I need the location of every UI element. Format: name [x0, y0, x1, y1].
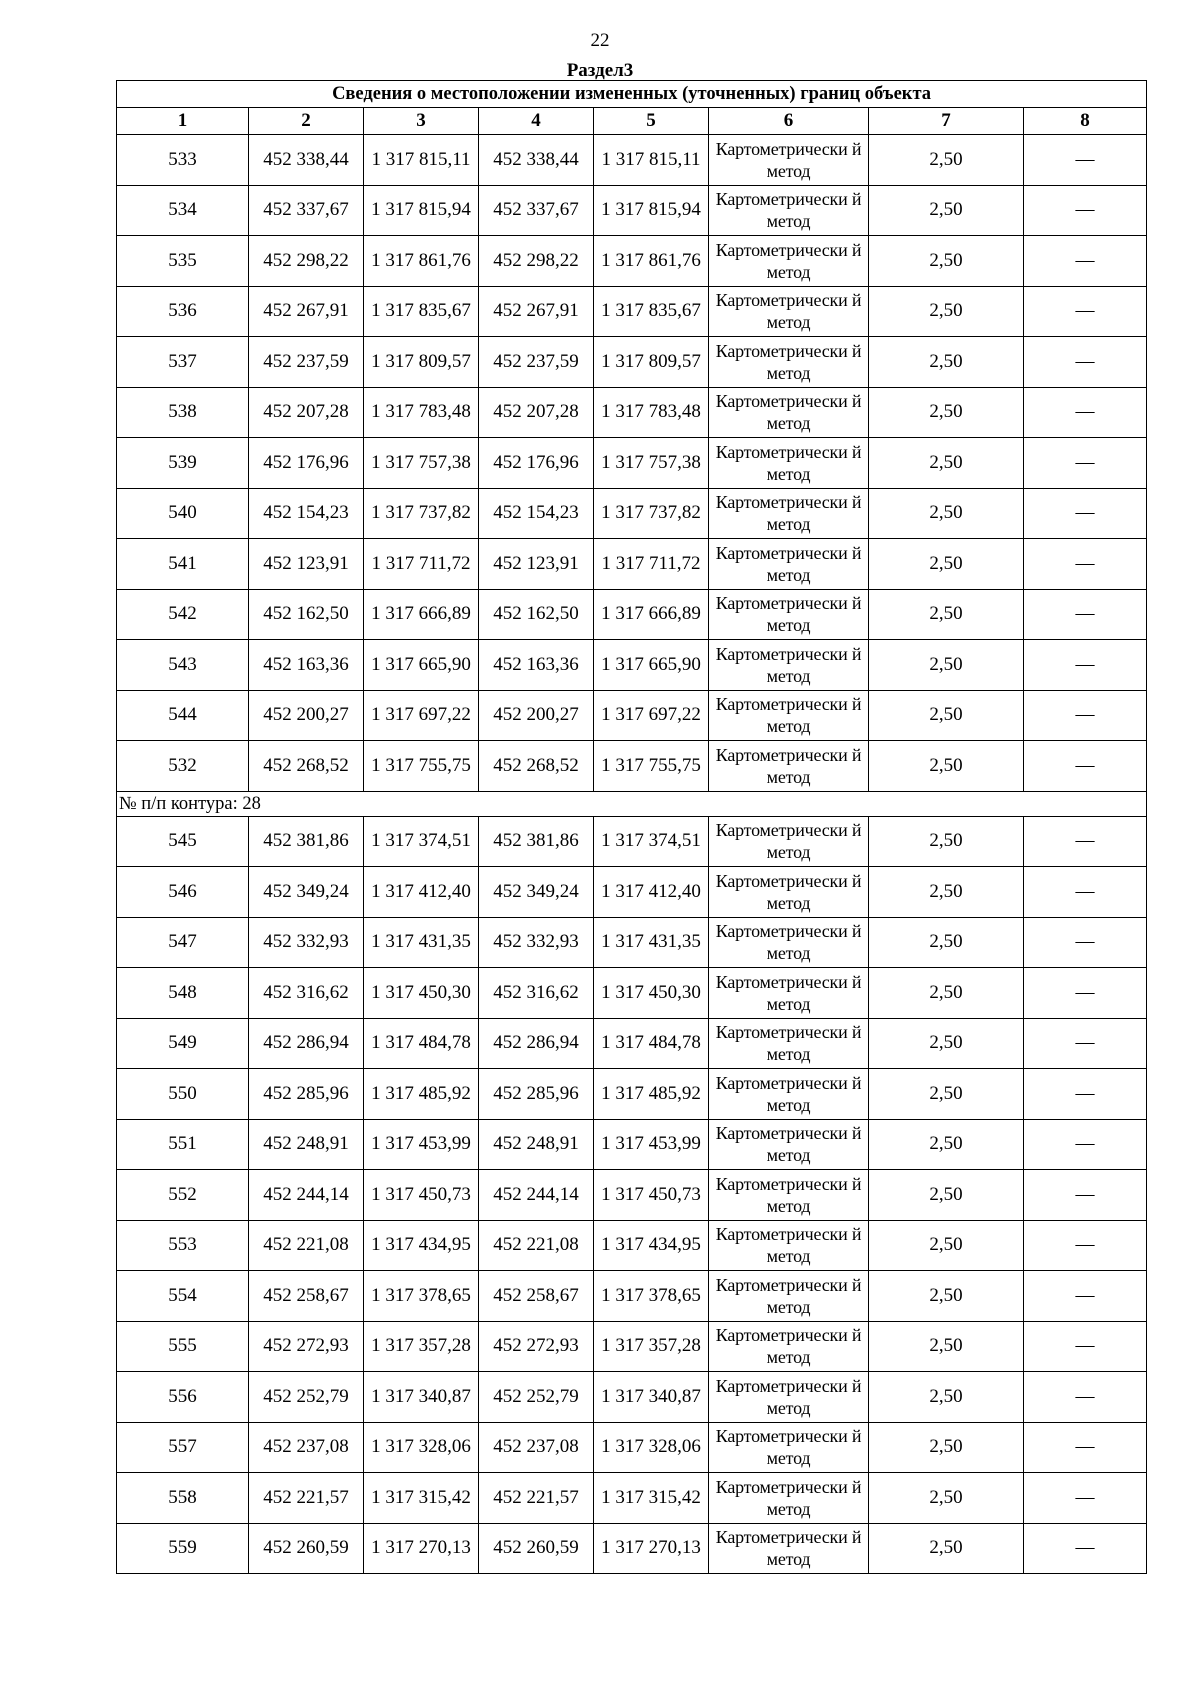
existing-y-cell: 1 317 434,95	[364, 1220, 479, 1271]
refined-x-cell: 452 337,67	[479, 185, 594, 236]
refined-x-cell: 452 286,94	[479, 1018, 594, 1069]
table-row	[117, 867, 1147, 918]
existing-y-cell: 1 317 340,87	[364, 1372, 479, 1423]
refined-y-cell: 1 317 697,22	[594, 690, 709, 741]
refined-y-cell: 1 317 861,76	[594, 236, 709, 287]
existing-y-cell: 1 317 711,72	[364, 539, 479, 590]
existing-y-cell: 1 317 666,89	[364, 589, 479, 640]
existing-y-cell: 1 317 374,51	[364, 816, 479, 867]
method-cell: Картометрически й метод	[709, 1170, 869, 1221]
description-cell: —	[1024, 867, 1147, 918]
table-row	[117, 1422, 1147, 1473]
refined-x-cell: 452 200,27	[479, 690, 594, 741]
table-row	[117, 438, 1147, 489]
existing-x-cell: 452 332,93	[249, 917, 364, 968]
existing-x-cell: 452 286,94	[249, 1018, 364, 1069]
description-cell: —	[1024, 589, 1147, 640]
method-cell: Картометрически й метод	[709, 1018, 869, 1069]
table-row	[117, 387, 1147, 438]
refined-y-cell: 1 317 340,87	[594, 1372, 709, 1423]
description-cell: —	[1024, 387, 1147, 438]
table-row	[117, 185, 1147, 236]
method-cell: Картометрически й метод	[709, 135, 869, 186]
method-cell: Картометрически й метод	[709, 1523, 869, 1574]
contour-label: № п/п контура: 28	[117, 791, 1147, 816]
point-number-cell: 541	[117, 539, 249, 590]
description-cell: —	[1024, 488, 1147, 539]
refined-x-cell: 452 154,23	[479, 488, 594, 539]
table-row	[117, 236, 1147, 287]
accuracy-cell: 2,50	[869, 589, 1024, 640]
description-cell: —	[1024, 741, 1147, 792]
point-number-cell: 550	[117, 1069, 249, 1120]
existing-x-cell: 452 285,96	[249, 1069, 364, 1120]
method-cell: Картометрически й метод	[709, 1220, 869, 1271]
accuracy-cell: 2,50	[869, 387, 1024, 438]
existing-x-cell: 452 337,67	[249, 185, 364, 236]
accuracy-cell: 2,50	[869, 236, 1024, 287]
table-caption: Сведения о местоположении измененных (уточненных) границ объекта	[117, 81, 1147, 108]
refined-x-cell: 452 332,93	[479, 917, 594, 968]
refined-x-cell: 452 267,91	[479, 286, 594, 337]
point-number-cell: 552	[117, 1170, 249, 1221]
existing-x-cell: 452 162,50	[249, 589, 364, 640]
accuracy-cell: 2,50	[869, 185, 1024, 236]
refined-x-cell: 452 162,50	[479, 589, 594, 640]
refined-y-cell: 1 317 485,92	[594, 1069, 709, 1120]
description-cell: —	[1024, 1271, 1147, 1322]
refined-x-cell: 452 349,24	[479, 867, 594, 918]
refined-x-cell: 452 248,91	[479, 1119, 594, 1170]
point-number-cell: 559	[117, 1523, 249, 1574]
column-number: 5	[594, 108, 709, 135]
refined-x-cell: 452 176,96	[479, 438, 594, 489]
point-number-cell: 543	[117, 640, 249, 691]
existing-y-cell: 1 317 315,42	[364, 1473, 479, 1524]
point-number-cell: 533	[117, 135, 249, 186]
existing-x-cell: 452 381,86	[249, 816, 364, 867]
refined-y-cell: 1 317 450,30	[594, 968, 709, 1019]
refined-y-cell: 1 317 711,72	[594, 539, 709, 590]
method-cell: Картометрически й метод	[709, 589, 869, 640]
table-row	[117, 1271, 1147, 1322]
refined-x-cell: 452 207,28	[479, 387, 594, 438]
refined-x-cell: 452 260,59	[479, 1523, 594, 1574]
method-cell: Картометрически й метод	[709, 1372, 869, 1423]
table-row	[117, 1473, 1147, 1524]
refined-y-cell: 1 317 757,38	[594, 438, 709, 489]
method-cell: Картометрически й метод	[709, 185, 869, 236]
refined-x-cell: 452 244,14	[479, 1170, 594, 1221]
description-cell: —	[1024, 1321, 1147, 1372]
existing-y-cell: 1 317 755,75	[364, 741, 479, 792]
description-cell: —	[1024, 1523, 1147, 1574]
accuracy-cell: 2,50	[869, 640, 1024, 691]
method-cell: Картометрически й метод	[709, 236, 869, 287]
existing-y-cell: 1 317 431,35	[364, 917, 479, 968]
point-number-cell: 547	[117, 917, 249, 968]
existing-x-cell: 452 349,24	[249, 867, 364, 918]
refined-x-cell: 452 221,08	[479, 1220, 594, 1271]
contour-row	[117, 791, 1147, 816]
column-number: 4	[479, 108, 594, 135]
refined-y-cell: 1 317 357,28	[594, 1321, 709, 1372]
method-cell: Картометрически й метод	[709, 488, 869, 539]
existing-x-cell: 452 123,91	[249, 539, 364, 590]
existing-x-cell: 452 200,27	[249, 690, 364, 741]
table-row	[117, 741, 1147, 792]
column-number: 8	[1024, 108, 1147, 135]
point-number-cell: 548	[117, 968, 249, 1019]
refined-x-cell: 452 163,36	[479, 640, 594, 691]
existing-y-cell: 1 317 484,78	[364, 1018, 479, 1069]
existing-x-cell: 452 316,62	[249, 968, 364, 1019]
existing-x-cell: 452 260,59	[249, 1523, 364, 1574]
table-row	[117, 1018, 1147, 1069]
refined-x-cell: 452 316,62	[479, 968, 594, 1019]
existing-y-cell: 1 317 270,13	[364, 1523, 479, 1574]
existing-x-cell: 452 244,14	[249, 1170, 364, 1221]
accuracy-cell: 2,50	[869, 488, 1024, 539]
refined-y-cell: 1 317 374,51	[594, 816, 709, 867]
point-number-cell: 545	[117, 816, 249, 867]
point-number-cell: 544	[117, 690, 249, 741]
accuracy-cell: 2,50	[869, 286, 1024, 337]
refined-y-cell: 1 317 666,89	[594, 589, 709, 640]
existing-x-cell: 452 272,93	[249, 1321, 364, 1372]
existing-x-cell: 452 258,67	[249, 1271, 364, 1322]
refined-y-cell: 1 317 783,48	[594, 387, 709, 438]
description-cell: —	[1024, 286, 1147, 337]
accuracy-cell: 2,50	[869, 1523, 1024, 1574]
point-number-cell: 537	[117, 337, 249, 388]
refined-y-cell: 1 317 737,82	[594, 488, 709, 539]
method-cell: Картометрически й метод	[709, 1069, 869, 1120]
description-cell: —	[1024, 1018, 1147, 1069]
existing-x-cell: 452 207,28	[249, 387, 364, 438]
existing-x-cell: 452 163,36	[249, 640, 364, 691]
accuracy-cell: 2,50	[869, 867, 1024, 918]
method-cell: Картометрически й метод	[709, 741, 869, 792]
point-number-cell: 536	[117, 286, 249, 337]
existing-x-cell: 452 268,52	[249, 741, 364, 792]
column-number: 6	[709, 108, 869, 135]
existing-x-cell: 452 221,57	[249, 1473, 364, 1524]
table-row	[117, 135, 1147, 186]
refined-x-cell: 452 268,52	[479, 741, 594, 792]
table-row	[117, 1220, 1147, 1271]
description-cell: —	[1024, 185, 1147, 236]
point-number-cell: 553	[117, 1220, 249, 1271]
existing-x-cell: 452 237,59	[249, 337, 364, 388]
refined-y-cell: 1 317 431,35	[594, 917, 709, 968]
method-cell: Картометрически й метод	[709, 867, 869, 918]
description-cell: —	[1024, 236, 1147, 287]
method-cell: Картометрически й метод	[709, 539, 869, 590]
existing-y-cell: 1 317 378,65	[364, 1271, 479, 1322]
description-cell: —	[1024, 816, 1147, 867]
table-row	[117, 1372, 1147, 1423]
existing-y-cell: 1 317 861,76	[364, 236, 479, 287]
table-row	[117, 640, 1147, 691]
refined-x-cell: 452 338,44	[479, 135, 594, 186]
table-row	[117, 1119, 1147, 1170]
refined-x-cell: 452 123,91	[479, 539, 594, 590]
existing-y-cell: 1 317 783,48	[364, 387, 479, 438]
boundary-coordinates-table	[116, 80, 1147, 1574]
refined-y-cell: 1 317 378,65	[594, 1271, 709, 1322]
existing-y-cell: 1 317 737,82	[364, 488, 479, 539]
refined-y-cell: 1 317 412,40	[594, 867, 709, 918]
method-cell: Картометрически й метод	[709, 1271, 869, 1322]
refined-y-cell: 1 317 484,78	[594, 1018, 709, 1069]
point-number-cell: 535	[117, 236, 249, 287]
point-number-cell: 534	[117, 185, 249, 236]
refined-y-cell: 1 317 755,75	[594, 741, 709, 792]
refined-x-cell: 452 221,57	[479, 1473, 594, 1524]
accuracy-cell: 2,50	[869, 1069, 1024, 1120]
existing-x-cell: 452 267,91	[249, 286, 364, 337]
method-cell: Картометрически й метод	[709, 438, 869, 489]
refined-x-cell: 452 298,22	[479, 236, 594, 287]
page-number: 22	[590, 30, 610, 51]
table-row	[117, 1523, 1147, 1574]
table-row	[117, 589, 1147, 640]
accuracy-cell: 2,50	[869, 337, 1024, 388]
method-cell: Картометрически й метод	[709, 968, 869, 1019]
refined-y-cell: 1 317 665,90	[594, 640, 709, 691]
table-row	[117, 690, 1147, 741]
existing-y-cell: 1 317 412,40	[364, 867, 479, 918]
accuracy-cell: 2,50	[869, 1018, 1024, 1069]
accuracy-cell: 2,50	[869, 1119, 1024, 1170]
table-row	[117, 1170, 1147, 1221]
point-number-cell: 546	[117, 867, 249, 918]
point-number-cell: 554	[117, 1271, 249, 1322]
accuracy-cell: 2,50	[869, 1422, 1024, 1473]
method-cell: Картометрически й метод	[709, 640, 869, 691]
accuracy-cell: 2,50	[869, 1473, 1024, 1524]
point-number-cell: 539	[117, 438, 249, 489]
method-cell: Картометрически й метод	[709, 387, 869, 438]
description-cell: —	[1024, 1069, 1147, 1120]
refined-x-cell: 452 237,59	[479, 337, 594, 388]
existing-y-cell: 1 317 757,38	[364, 438, 479, 489]
column-number: 3	[364, 108, 479, 135]
point-number-cell: 549	[117, 1018, 249, 1069]
refined-y-cell: 1 317 328,06	[594, 1422, 709, 1473]
accuracy-cell: 2,50	[869, 741, 1024, 792]
refined-y-cell: 1 317 809,57	[594, 337, 709, 388]
existing-y-cell: 1 317 450,30	[364, 968, 479, 1019]
description-cell: —	[1024, 690, 1147, 741]
table-row	[117, 1069, 1147, 1120]
accuracy-cell: 2,50	[869, 1170, 1024, 1221]
description-cell: —	[1024, 968, 1147, 1019]
accuracy-cell: 2,50	[869, 816, 1024, 867]
existing-y-cell: 1 317 357,28	[364, 1321, 479, 1372]
point-number-cell: 540	[117, 488, 249, 539]
refined-x-cell: 452 252,79	[479, 1372, 594, 1423]
point-number-cell: 538	[117, 387, 249, 438]
accuracy-cell: 2,50	[869, 1220, 1024, 1271]
description-cell: —	[1024, 917, 1147, 968]
point-number-cell: 556	[117, 1372, 249, 1423]
existing-x-cell: 452 221,08	[249, 1220, 364, 1271]
description-cell: —	[1024, 1422, 1147, 1473]
existing-y-cell: 1 317 665,90	[364, 640, 479, 691]
refined-y-cell: 1 317 835,67	[594, 286, 709, 337]
accuracy-cell: 2,50	[869, 438, 1024, 489]
column-number: 2	[249, 108, 364, 135]
existing-y-cell: 1 317 697,22	[364, 690, 479, 741]
description-cell: —	[1024, 1119, 1147, 1170]
description-cell: —	[1024, 539, 1147, 590]
existing-y-cell: 1 317 450,73	[364, 1170, 479, 1221]
method-cell: Картометрически й метод	[709, 286, 869, 337]
refined-y-cell: 1 317 453,99	[594, 1119, 709, 1170]
existing-x-cell: 452 176,96	[249, 438, 364, 489]
existing-y-cell: 1 317 815,94	[364, 185, 479, 236]
accuracy-cell: 2,50	[869, 968, 1024, 1019]
existing-y-cell: 1 317 815,11	[364, 135, 479, 186]
existing-y-cell: 1 317 835,67	[364, 286, 479, 337]
refined-y-cell: 1 317 815,94	[594, 185, 709, 236]
existing-x-cell: 452 338,44	[249, 135, 364, 186]
point-number-cell: 532	[117, 741, 249, 792]
method-cell: Картометрически й метод	[709, 1321, 869, 1372]
refined-y-cell: 1 317 450,73	[594, 1170, 709, 1221]
refined-x-cell: 452 381,86	[479, 816, 594, 867]
existing-y-cell: 1 317 453,99	[364, 1119, 479, 1170]
method-cell: Картометрически й метод	[709, 337, 869, 388]
refined-y-cell: 1 317 434,95	[594, 1220, 709, 1271]
existing-x-cell: 452 154,23	[249, 488, 364, 539]
refined-x-cell: 452 285,96	[479, 1069, 594, 1120]
table-row	[117, 1321, 1147, 1372]
column-number: 7	[869, 108, 1024, 135]
table-row	[117, 917, 1147, 968]
accuracy-cell: 2,50	[869, 539, 1024, 590]
accuracy-cell: 2,50	[869, 917, 1024, 968]
accuracy-cell: 2,50	[869, 1372, 1024, 1423]
refined-y-cell: 1 317 815,11	[594, 135, 709, 186]
point-number-cell: 542	[117, 589, 249, 640]
accuracy-cell: 2,50	[869, 690, 1024, 741]
method-cell: Картометрически й метод	[709, 1473, 869, 1524]
existing-x-cell: 452 248,91	[249, 1119, 364, 1170]
description-cell: —	[1024, 1170, 1147, 1221]
refined-y-cell: 1 317 270,13	[594, 1523, 709, 1574]
refined-x-cell: 452 272,93	[479, 1321, 594, 1372]
table-row	[117, 286, 1147, 337]
description-cell: —	[1024, 337, 1147, 388]
method-cell: Картометрически й метод	[709, 917, 869, 968]
method-cell: Картометрически й метод	[709, 690, 869, 741]
description-cell: —	[1024, 438, 1147, 489]
existing-y-cell: 1 317 485,92	[364, 1069, 479, 1120]
existing-x-cell: 452 298,22	[249, 236, 364, 287]
point-number-cell: 558	[117, 1473, 249, 1524]
accuracy-cell: 2,50	[869, 1271, 1024, 1322]
description-cell: —	[1024, 135, 1147, 186]
method-cell: Картометрически й метод	[709, 1422, 869, 1473]
accuracy-cell: 2,50	[869, 1321, 1024, 1372]
existing-x-cell: 452 252,79	[249, 1372, 364, 1423]
section-title: Раздел3	[566, 60, 634, 81]
description-cell: —	[1024, 640, 1147, 691]
table-row	[117, 539, 1147, 590]
accuracy-cell: 2,50	[869, 135, 1024, 186]
existing-y-cell: 1 317 809,57	[364, 337, 479, 388]
point-number-cell: 557	[117, 1422, 249, 1473]
table-row	[117, 337, 1147, 388]
description-cell: —	[1024, 1220, 1147, 1271]
table-row	[117, 968, 1147, 1019]
existing-x-cell: 452 237,08	[249, 1422, 364, 1473]
table-row	[117, 488, 1147, 539]
refined-x-cell: 452 237,08	[479, 1422, 594, 1473]
refined-y-cell: 1 317 315,42	[594, 1473, 709, 1524]
description-cell: —	[1024, 1473, 1147, 1524]
point-number-cell: 551	[117, 1119, 249, 1170]
point-number-cell: 555	[117, 1321, 249, 1372]
refined-x-cell: 452 258,67	[479, 1271, 594, 1322]
column-number: 1	[117, 108, 249, 135]
method-cell: Картометрически й метод	[709, 816, 869, 867]
table-row	[117, 816, 1147, 867]
existing-y-cell: 1 317 328,06	[364, 1422, 479, 1473]
description-cell: —	[1024, 1372, 1147, 1423]
table-body	[117, 135, 1147, 1574]
method-cell: Картометрически й метод	[709, 1119, 869, 1170]
